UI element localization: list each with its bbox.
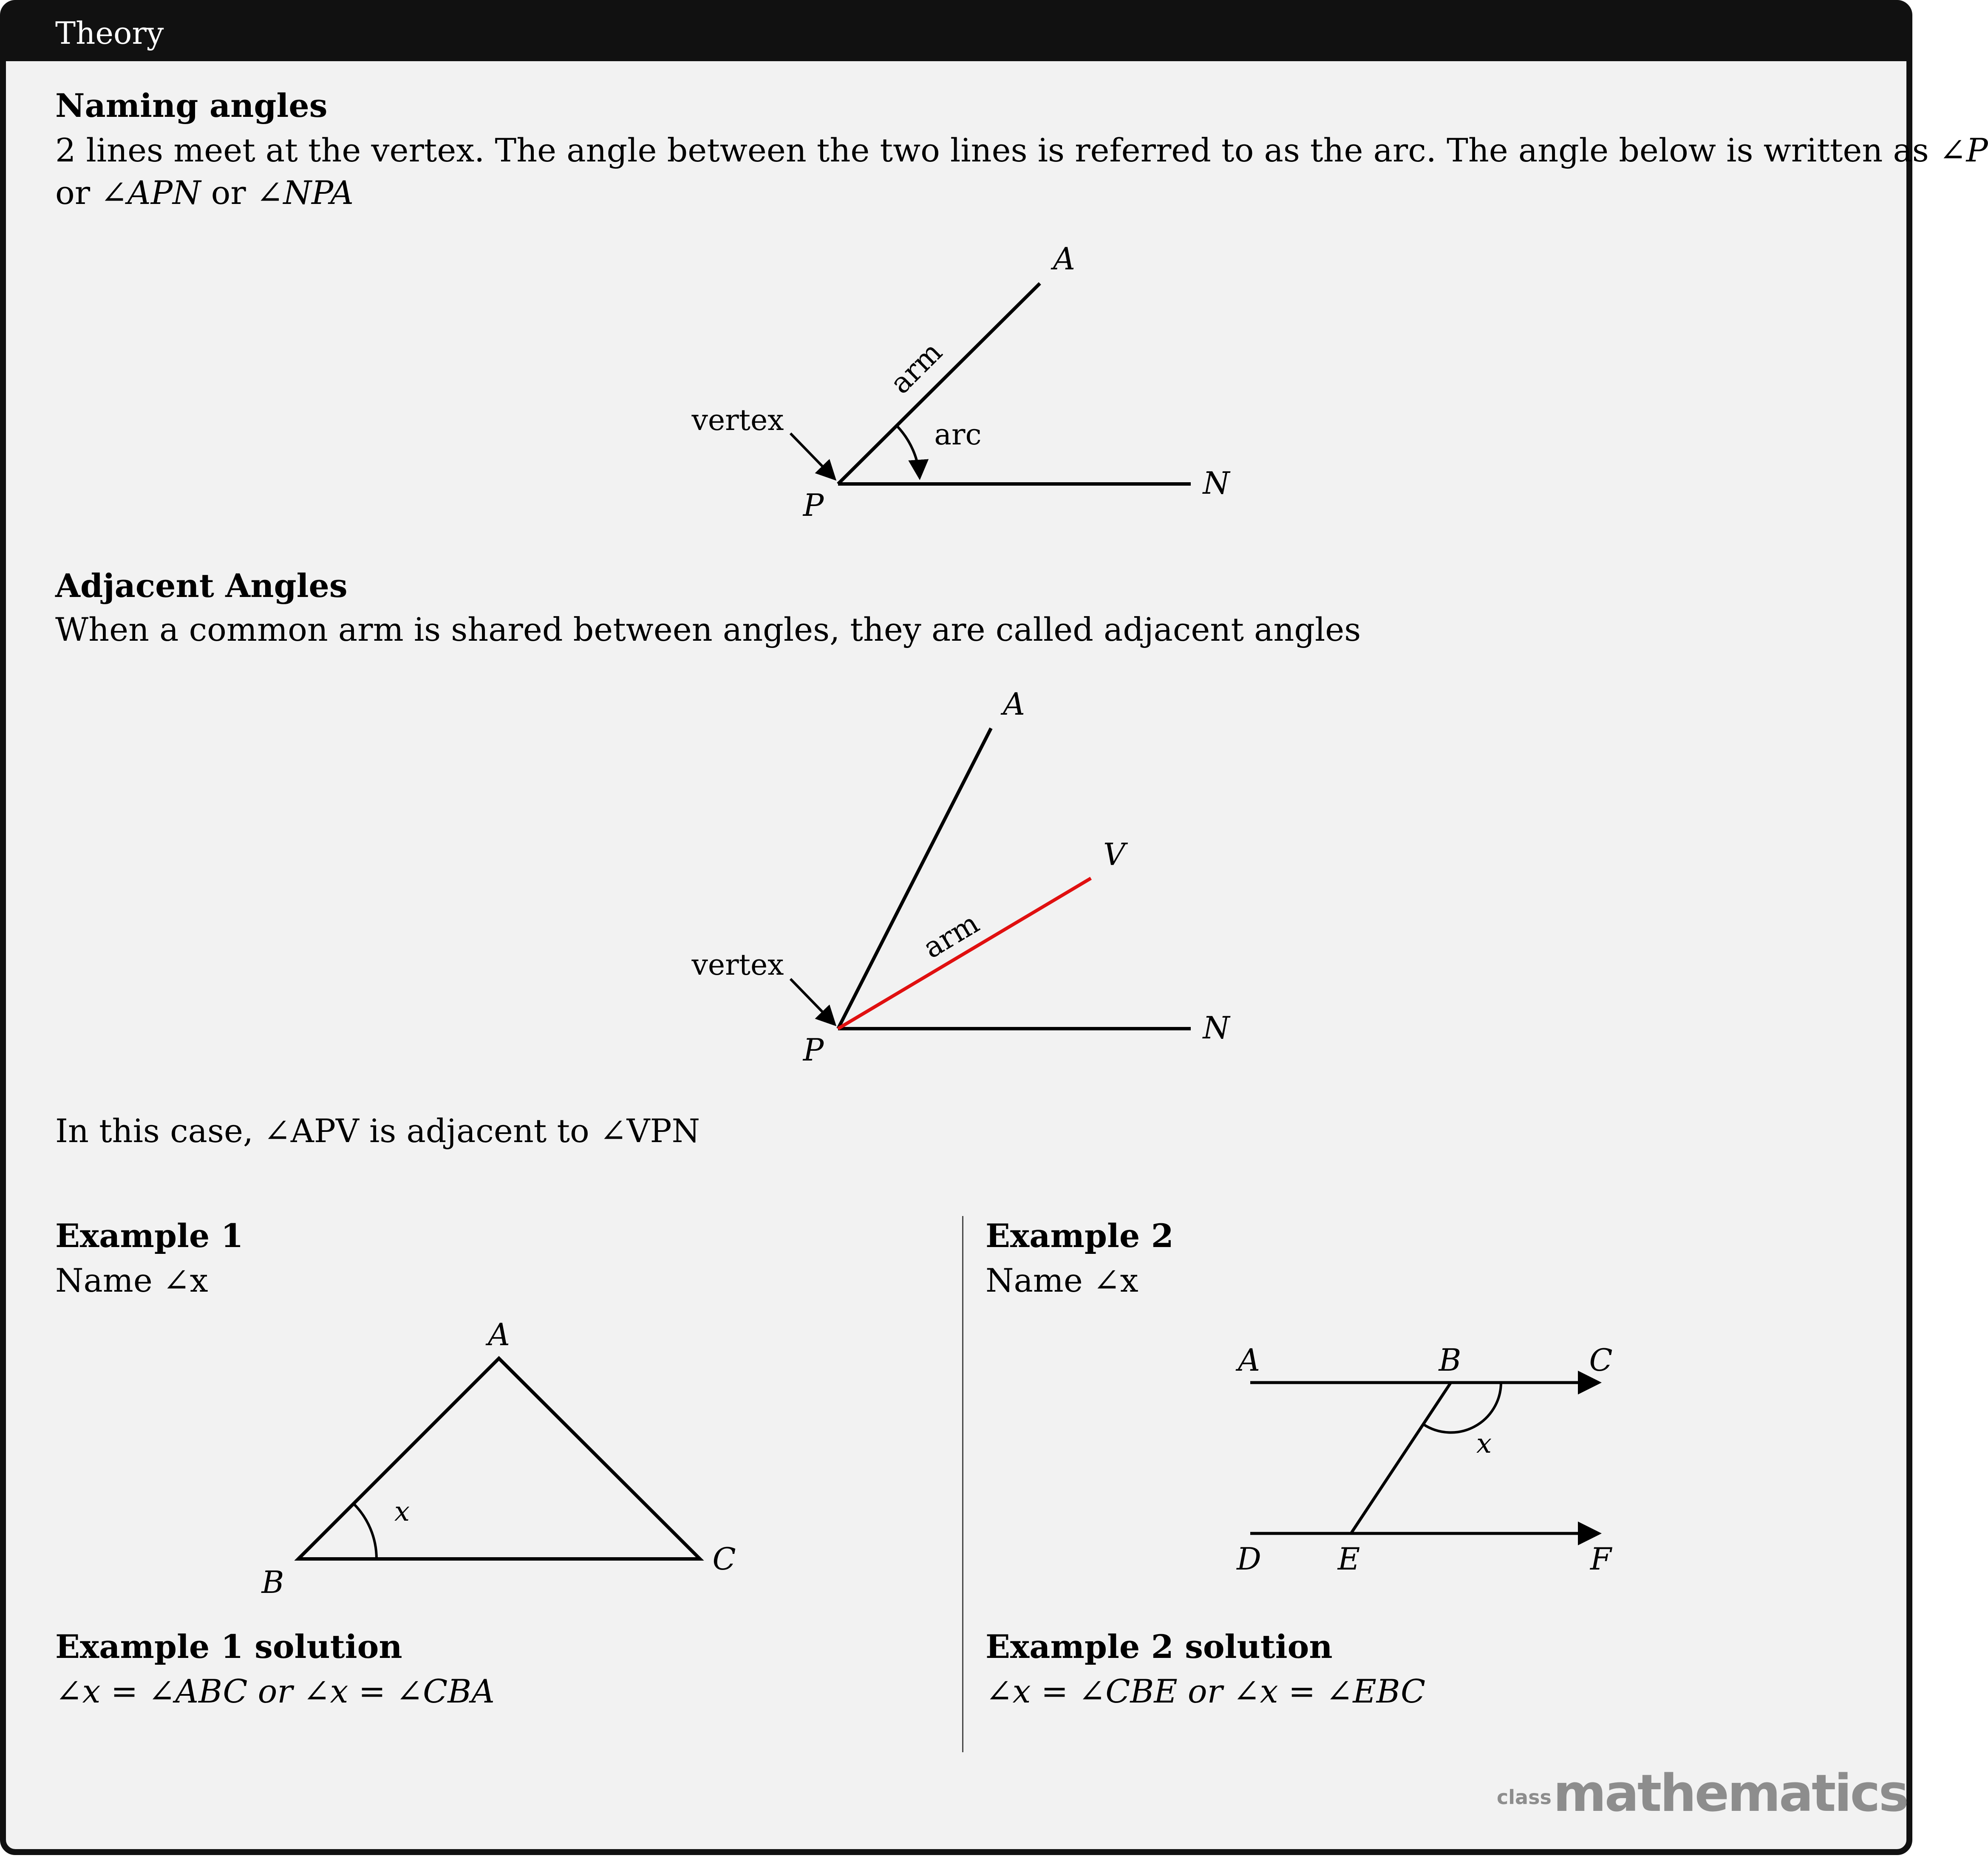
label-n: N xyxy=(1203,1010,1230,1046)
angle-p-notation: ∠P xyxy=(1939,131,1988,169)
logo-prefix: class xyxy=(1497,1786,1552,1809)
naming-or-1: or xyxy=(55,174,101,212)
example2-prompt: Name ∠x xyxy=(986,1261,1138,1299)
label-v: V xyxy=(1103,837,1125,872)
angle-npa-notation: ∠NPA xyxy=(256,174,354,212)
label-b: B xyxy=(261,1564,284,1600)
label-x: x xyxy=(394,1496,410,1527)
angle-apn-notation: ∠APN xyxy=(100,174,201,212)
arm-label: arm xyxy=(884,335,949,401)
adjacent-angles-text: When a common arm is shared between angles, they are called adjacent angles xyxy=(55,611,1361,648)
adjacent-angles-heading: Adjacent Angles xyxy=(55,567,348,605)
transversal-be xyxy=(1351,1383,1451,1533)
label-b: B xyxy=(1439,1342,1461,1378)
vertex-label: vertex xyxy=(691,404,784,437)
label-p: P xyxy=(803,1032,824,1068)
example2-parallel-lines-figure xyxy=(6,6,1918,1861)
naming-text-line1: 2 lines meet at the vertex. The angle between the two lines is referred to as the arc. The angle below is written as xyxy=(55,131,1939,169)
label-a: A xyxy=(1003,686,1025,722)
arc-label: arc xyxy=(934,418,982,452)
logo-name: mathematics xyxy=(1553,1764,1908,1823)
label-a: A xyxy=(1238,1342,1260,1378)
label-c: C xyxy=(712,1541,736,1577)
label-p: P xyxy=(803,487,824,523)
label-a: A xyxy=(488,1317,510,1352)
label-e: E xyxy=(1337,1541,1360,1577)
label-x: x xyxy=(1476,1428,1492,1459)
example2-heading: Example 2 xyxy=(986,1217,1174,1255)
label-f: F xyxy=(1590,1541,1611,1577)
label-c: C xyxy=(1589,1342,1613,1378)
example1-solution: ∠x = ∠ABC or ∠x = ∠CBA xyxy=(55,1672,495,1710)
label-d: D xyxy=(1237,1541,1261,1577)
page-title: Theory xyxy=(55,15,164,51)
adjacent-conclusion: In this case, ∠APV is adjacent to ∠VPN xyxy=(55,1112,700,1150)
example2-solution-heading: Example 2 solution xyxy=(986,1628,1333,1666)
label-n: N xyxy=(1203,465,1230,501)
example1-prompt: Name ∠x xyxy=(55,1261,208,1299)
example1-heading: Example 1 xyxy=(55,1217,244,1255)
classmathematics-logo xyxy=(1497,1764,1907,1823)
vertex-label: vertex xyxy=(691,948,784,982)
naming-angles-heading: Naming angles xyxy=(55,87,328,124)
example2-solution: ∠x = ∠CBE or ∠x = ∠EBC xyxy=(986,1672,1426,1710)
label-a: A xyxy=(1053,241,1075,277)
example1-solution-heading: Example 1 solution xyxy=(55,1628,402,1666)
naming-or-2: or xyxy=(201,174,256,212)
arm-label: arm xyxy=(918,906,985,965)
